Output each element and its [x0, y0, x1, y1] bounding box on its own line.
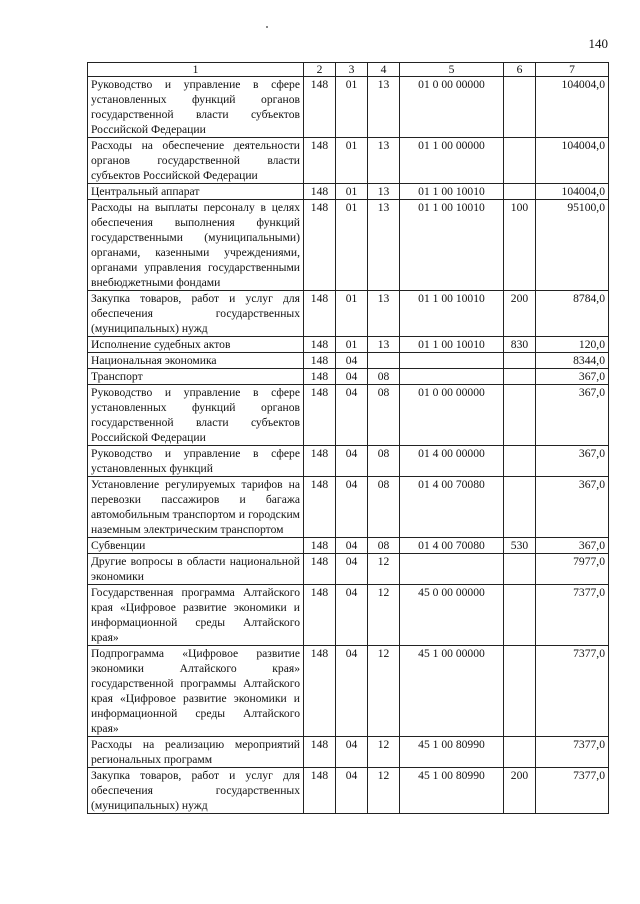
amount-cell: 104004,0 — [536, 77, 609, 138]
target-article-cell — [400, 554, 504, 585]
table-row — [88, 337, 609, 353]
expense-type-cell — [504, 353, 536, 369]
target-article-cell: 01 4 00 70080 — [400, 538, 504, 554]
section-code-cell: 04 — [336, 353, 368, 369]
column-header: 3 — [336, 63, 368, 77]
table-body — [88, 77, 609, 814]
expense-type-cell: 200 — [504, 768, 536, 814]
expense-type-cell — [504, 477, 536, 538]
subsection-code-cell: 13 — [368, 337, 400, 353]
section-code-cell: 04 — [336, 538, 368, 554]
target-article-cell: 01 0 00 00000 — [400, 77, 504, 138]
subsection-code-cell: 13 — [368, 200, 400, 291]
target-article-cell: 45 0 00 00000 — [400, 585, 504, 646]
section-code-cell: 04 — [336, 385, 368, 446]
admin-code-cell: 148 — [304, 646, 336, 737]
expense-type-cell: 100 — [504, 200, 536, 291]
section-code-cell: 04 — [336, 737, 368, 768]
amount-cell: 95100,0 — [536, 200, 609, 291]
subsection-code-cell: 12 — [368, 554, 400, 585]
target-article-cell: 01 1 00 10010 — [400, 200, 504, 291]
subsection-code-cell: 08 — [368, 538, 400, 554]
amount-cell: 7377,0 — [536, 768, 609, 814]
section-code-cell: 01 — [336, 337, 368, 353]
section-code-cell: 04 — [336, 446, 368, 477]
subsection-code-cell: 13 — [368, 138, 400, 184]
row-name-cell: Закупка товаров, работ и услуг для обеспечения государственных (муниципальных) нужд — [88, 768, 304, 814]
section-code-cell: 04 — [336, 768, 368, 814]
amount-cell: 7377,0 — [536, 585, 609, 646]
target-article-cell: 01 1 00 10010 — [400, 184, 504, 200]
table-row — [88, 385, 609, 446]
section-code-cell: 04 — [336, 585, 368, 646]
expense-type-cell — [504, 554, 536, 585]
row-name-cell: Расходы на обеспечение деятельности органов государственной власти субъектов Российской Федерации — [88, 138, 304, 184]
target-article-cell — [400, 353, 504, 369]
admin-code-cell: 148 — [304, 385, 336, 446]
section-code-cell: 01 — [336, 138, 368, 184]
amount-cell: 367,0 — [536, 477, 609, 538]
expense-type-cell — [504, 646, 536, 737]
amount-cell: 104004,0 — [536, 184, 609, 200]
amount-cell: 8784,0 — [536, 291, 609, 337]
target-article-cell — [400, 369, 504, 385]
row-name-cell: Национальная экономика — [88, 353, 304, 369]
expense-type-cell — [504, 77, 536, 138]
row-name-cell: Центральный аппарат — [88, 184, 304, 200]
amount-cell: 120,0 — [536, 337, 609, 353]
expense-type-cell: 200 — [504, 291, 536, 337]
target-article-cell: 01 1 00 10010 — [400, 337, 504, 353]
table-row — [88, 768, 609, 814]
table-row — [88, 538, 609, 554]
table-row — [88, 446, 609, 477]
section-code-cell: 04 — [336, 554, 368, 585]
amount-cell: 367,0 — [536, 369, 609, 385]
subsection-code-cell: 12 — [368, 646, 400, 737]
section-code-cell: 01 — [336, 184, 368, 200]
scan-speck — [266, 26, 268, 28]
admin-code-cell: 148 — [304, 477, 336, 538]
subsection-code-cell: 12 — [368, 737, 400, 768]
amount-cell: 7377,0 — [536, 646, 609, 737]
column-header: 7 — [536, 63, 609, 77]
column-header: 2 — [304, 63, 336, 77]
expense-type-cell: 530 — [504, 538, 536, 554]
subsection-code-cell: 13 — [368, 77, 400, 138]
admin-code-cell: 148 — [304, 585, 336, 646]
target-article-cell: 01 0 00 00000 — [400, 385, 504, 446]
table-row — [88, 184, 609, 200]
target-article-cell: 01 1 00 10010 — [400, 291, 504, 337]
row-name-cell: Исполнение судебных актов — [88, 337, 304, 353]
expense-type-cell — [504, 184, 536, 200]
subsection-code-cell: 12 — [368, 768, 400, 814]
amount-cell: 104004,0 — [536, 138, 609, 184]
subsection-code-cell: 08 — [368, 477, 400, 538]
amount-cell: 7377,0 — [536, 737, 609, 768]
expense-type-cell — [504, 138, 536, 184]
admin-code-cell: 148 — [304, 138, 336, 184]
column-header: 1 — [88, 63, 304, 77]
subsection-code-cell — [368, 353, 400, 369]
section-code-cell: 01 — [336, 77, 368, 138]
table-row — [88, 554, 609, 585]
table-row — [88, 585, 609, 646]
admin-code-cell: 148 — [304, 337, 336, 353]
header-row — [88, 63, 609, 77]
table-row — [88, 138, 609, 184]
column-header: 5 — [400, 63, 504, 77]
target-article-cell: 45 1 00 00000 — [400, 646, 504, 737]
row-name-cell: Подпрограмма «Цифровое развитие экономики Алтайского края» государственной программы Алтайского края «Цифровое развитие экономики и информационной среды Алтайского края» — [88, 646, 304, 737]
target-article-cell: 01 4 00 70080 — [400, 477, 504, 538]
amount-cell: 367,0 — [536, 446, 609, 477]
section-code-cell: 04 — [336, 369, 368, 385]
subsection-code-cell: 13 — [368, 184, 400, 200]
column-header: 4 — [368, 63, 400, 77]
row-name-cell: Закупка товаров, работ и услуг для обеспечения государственных (муниципальных) нужд — [88, 291, 304, 337]
subsection-code-cell: 08 — [368, 369, 400, 385]
expense-type-cell — [504, 585, 536, 646]
row-name-cell: Государственная программа Алтайского края «Цифровое развитие экономики и информационной среды Алтайского края» — [88, 585, 304, 646]
admin-code-cell: 148 — [304, 184, 336, 200]
subsection-code-cell: 13 — [368, 291, 400, 337]
target-article-cell: 01 4 00 00000 — [400, 446, 504, 477]
admin-code-cell: 148 — [304, 554, 336, 585]
table-row — [88, 353, 609, 369]
admin-code-cell: 148 — [304, 446, 336, 477]
admin-code-cell: 148 — [304, 291, 336, 337]
row-name-cell: Транспорт — [88, 369, 304, 385]
admin-code-cell: 148 — [304, 538, 336, 554]
admin-code-cell: 148 — [304, 77, 336, 138]
expense-type-cell — [504, 385, 536, 446]
amount-cell: 8344,0 — [536, 353, 609, 369]
target-article-cell: 45 1 00 80990 — [400, 768, 504, 814]
expense-type-cell — [504, 737, 536, 768]
admin-code-cell: 148 — [304, 353, 336, 369]
amount-cell: 367,0 — [536, 538, 609, 554]
subsection-code-cell: 08 — [368, 385, 400, 446]
target-article-cell: 01 1 00 00000 — [400, 138, 504, 184]
table-row — [88, 646, 609, 737]
section-code-cell: 04 — [336, 646, 368, 737]
admin-code-cell: 148 — [304, 737, 336, 768]
table-row — [88, 291, 609, 337]
subsection-code-cell: 12 — [368, 585, 400, 646]
row-name-cell: Установление регулируемых тарифов на перевозки пассажиров и багажа автомобильным транспортом и городским наземным электрическим транспортом — [88, 477, 304, 538]
row-name-cell: Субвенции — [88, 538, 304, 554]
row-name-cell: Руководство и управление в сфере установленных функций органов государственной власти субъектов Российской Федерации — [88, 77, 304, 138]
expense-type-cell — [504, 446, 536, 477]
column-header: 6 — [504, 63, 536, 77]
table-row — [88, 477, 609, 538]
admin-code-cell: 148 — [304, 369, 336, 385]
section-code-cell: 01 — [336, 291, 368, 337]
admin-code-cell: 148 — [304, 200, 336, 291]
row-name-cell: Другие вопросы в области национальной экономики — [88, 554, 304, 585]
amount-cell: 7977,0 — [536, 554, 609, 585]
subsection-code-cell: 08 — [368, 446, 400, 477]
expense-type-cell — [504, 369, 536, 385]
table-row — [88, 77, 609, 138]
section-code-cell: 04 — [336, 477, 368, 538]
amount-cell: 367,0 — [536, 385, 609, 446]
row-name-cell: Расходы на выплаты персоналу в целях обеспечения выполнения функций государственными (муниципальными) органами, казенными учреждениями, органами управления государственными внебюджетными фондами — [88, 200, 304, 291]
section-code-cell: 01 — [336, 200, 368, 291]
row-name-cell: Руководство и управление в сфере установленных функций — [88, 446, 304, 477]
expense-type-cell: 830 — [504, 337, 536, 353]
budget-table — [87, 62, 609, 814]
page-number: 140 — [588, 36, 608, 51]
row-name-cell: Руководство и управление в сфере установленных функций органов государственной власти субъектов Российской Федерации — [88, 385, 304, 446]
table-row — [88, 737, 609, 768]
target-article-cell: 45 1 00 80990 — [400, 737, 504, 768]
row-name-cell: Расходы на реализацию мероприятий региональных программ — [88, 737, 304, 768]
table-row — [88, 369, 609, 385]
table-row — [88, 200, 609, 291]
admin-code-cell: 148 — [304, 768, 336, 814]
